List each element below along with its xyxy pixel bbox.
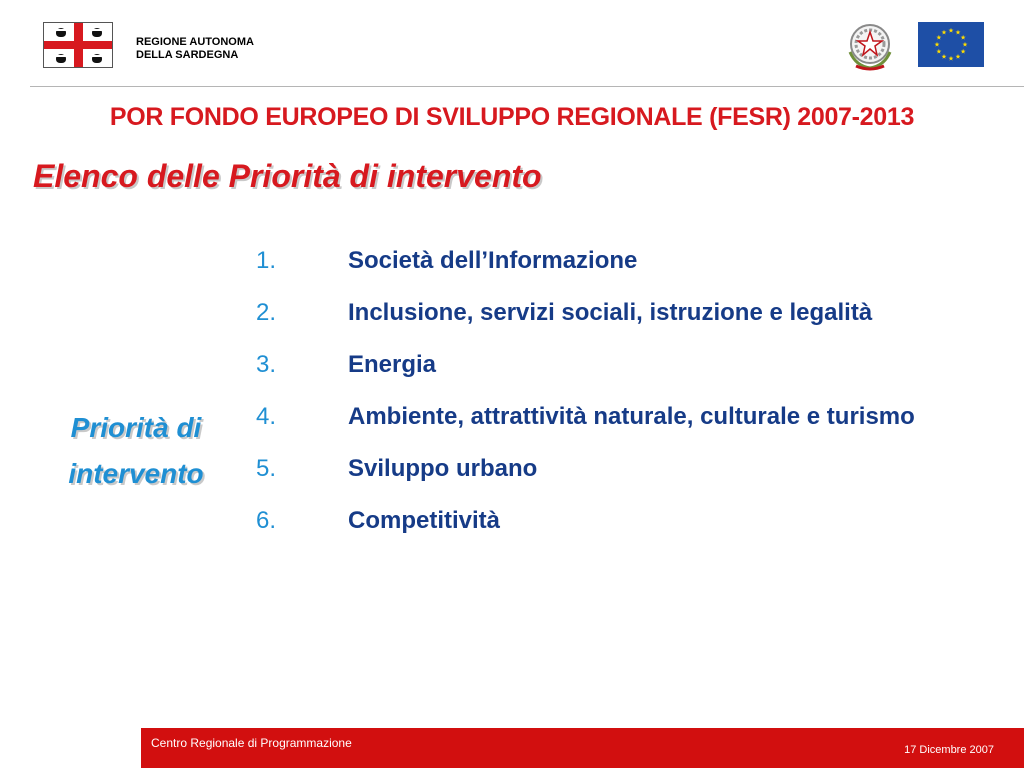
list-item-number: 3. (256, 351, 277, 378)
slide-subtitle: Elenco delle Priorità di intervento (33, 158, 542, 194)
footer-bar (141, 728, 1024, 768)
list-item (256, 290, 986, 336)
region-name-line1: REGIONE AUTONOMA (136, 36, 254, 48)
priority-list (256, 238, 986, 550)
header (0, 0, 1024, 88)
header-divider (30, 86, 1024, 87)
footer-organization: Centro Regionale di Programmazione (151, 736, 352, 750)
side-label-line1: Priorità di (70, 412, 202, 443)
list-item (256, 342, 986, 388)
footer-date: 17 Dicembre 2007 (904, 744, 994, 756)
list-item (256, 498, 986, 544)
list-item (256, 238, 986, 284)
list-item-number: 5. (256, 455, 277, 482)
list-item-number: 1. (256, 247, 277, 274)
list-item-number: 6. (256, 507, 277, 534)
page-title: POR FONDO EUROPEO DI SVILUPPO REGIONALE (FESR) 2007-2013 (109, 103, 915, 131)
sardinia-flag-icon (43, 22, 113, 68)
side-label-line2: intervento (68, 458, 204, 489)
italian-republic-emblem-icon (842, 18, 898, 74)
list-item-text: Ambiente, attrattività naturale, culturale e turismo (348, 403, 915, 430)
list-item-number: 4. (256, 403, 277, 430)
list-item (256, 446, 986, 492)
region-name-line2: DELLA SARDEGNA (136, 49, 239, 61)
list-item-text: Sviluppo urbano (348, 455, 538, 482)
list-item-text: Società dell’Informazione (348, 247, 638, 274)
list-item (256, 394, 986, 440)
list-item-number: 2. (256, 299, 277, 326)
list-item-text: Inclusione, servizi sociali, istruzione e legalità (348, 299, 873, 326)
side-label (36, 405, 236, 497)
list-item-text: Competitività (348, 507, 501, 534)
list-item-text: Energia (348, 351, 437, 378)
eu-flag-icon (918, 22, 984, 67)
region-name (136, 36, 254, 62)
